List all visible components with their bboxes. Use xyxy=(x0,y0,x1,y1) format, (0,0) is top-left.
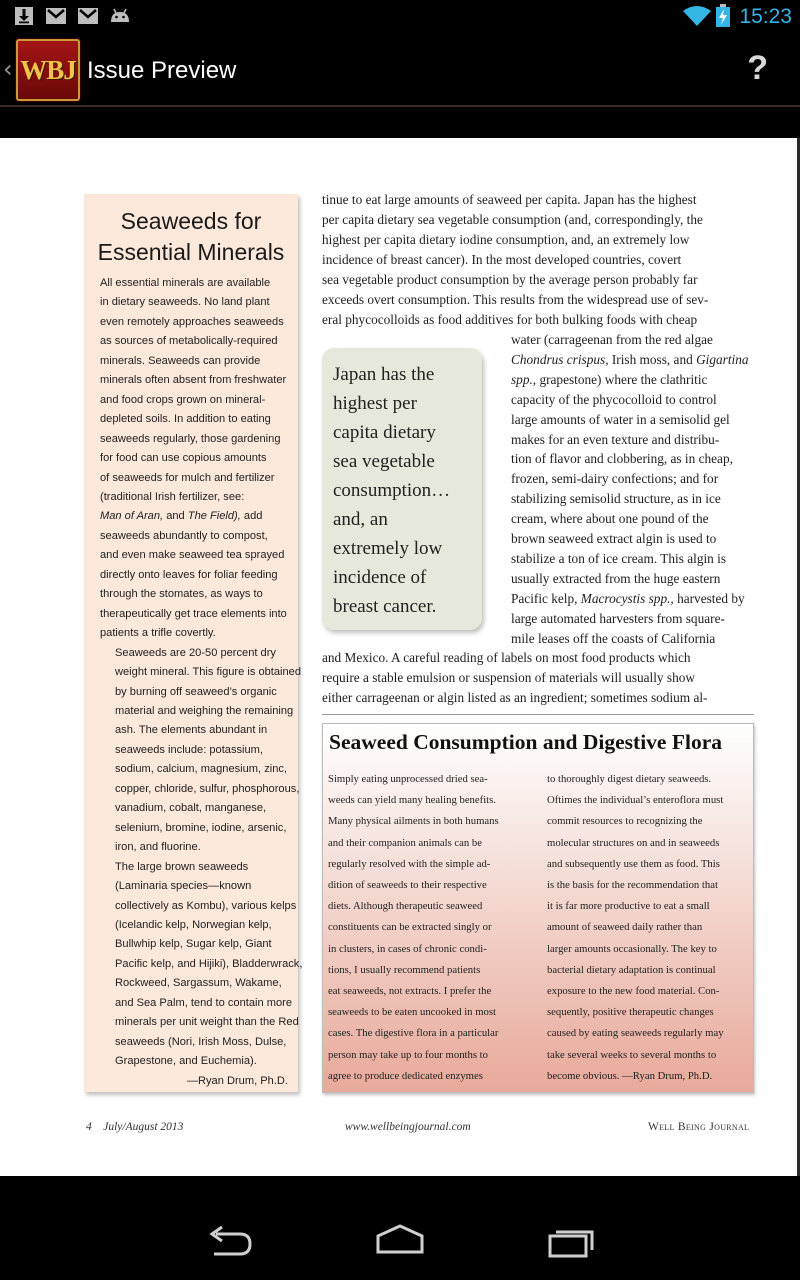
text-line: copper, chloride, sulfur, phosphorous, xyxy=(115,782,300,795)
text-line: stabilizing semisolid structure, as in ice xyxy=(511,491,721,507)
wifi-icon xyxy=(682,5,712,27)
article-text-right xyxy=(511,330,757,649)
page-title: Issue Preview xyxy=(87,57,237,84)
text-line: become obvious. —Ryan Drum, Ph.D. xyxy=(547,1069,713,1082)
footer-url: www.wellbeingjournal.com xyxy=(345,1121,471,1133)
battery-icon xyxy=(715,4,731,28)
text-line: incidence of breast cancer). In the most developed countries, covert xyxy=(322,252,682,267)
text-line: and, an xyxy=(333,509,388,530)
article-line xyxy=(511,589,757,609)
text-line: frozen, semi-dairy confections; and for xyxy=(511,471,719,487)
flora-column-right xyxy=(547,769,757,1087)
status-bar xyxy=(0,0,800,33)
text-line: in clusters, in cases of chronic condi- xyxy=(328,942,487,955)
article-text: harvested by xyxy=(673,590,745,606)
text-line: breast cancer. xyxy=(333,596,437,617)
text-line: weight mineral. This figure is obtained xyxy=(115,666,302,679)
text-line: Japan has the xyxy=(333,364,435,385)
text-line: and their companion animals can be xyxy=(328,836,483,849)
text-line: Seaweeds are 20-50 percent dry xyxy=(115,646,276,659)
magazine-page[interactable] xyxy=(0,138,797,1176)
text-line: by burning off seaweed’s organic xyxy=(115,685,277,698)
text-line: collectively as Kombu), various kelps xyxy=(115,899,297,912)
text-line: take several weeks to several months to xyxy=(547,1048,717,1061)
text-line: cream, where about one pound of the xyxy=(511,511,709,527)
text-line: Oftimes the individual’s enteroflora must xyxy=(547,794,724,807)
text-line: minerals. Seaweeds can provide xyxy=(100,354,261,367)
footer-page-date: 4 July/August 2013 xyxy=(86,1121,184,1133)
sidebar-box xyxy=(84,194,303,1092)
text-line: it is far more productive to eat a small xyxy=(547,900,710,913)
text-line: minerals per unit weight than the Red xyxy=(115,1016,299,1029)
article-line xyxy=(511,350,757,370)
text-line: as sources of metabolically-required xyxy=(100,335,278,348)
text-line: usually extracted from the huge eastern xyxy=(511,570,721,586)
text-line: agree to produce dedicated enzymes xyxy=(328,1069,483,1082)
text-line: either carrageenan or algin listed as an ingredient; sometimes sodium al- xyxy=(322,690,708,705)
text-line: tinue to eat large amounts of seaweed per capita. Japan has the highest xyxy=(322,192,697,207)
text-line: material and weighing the remaining xyxy=(115,704,294,717)
recent-apps-icon[interactable] xyxy=(542,1222,602,1262)
text-line: require a stable emulsion or suspension of materials will usually show xyxy=(322,670,695,685)
text-line: diets. Although therapeutic seaweed xyxy=(328,900,483,913)
text-line: Simply eating unprocessed dried sea- xyxy=(328,773,488,785)
text-line: amount of seaweed daily rather than xyxy=(547,921,703,934)
sidebar-signature: —Ryan Drum, Ph.D. xyxy=(186,1074,288,1087)
text-line: commit resources to recognizing the xyxy=(547,815,703,828)
text-line: (Laminaria species—known xyxy=(115,880,252,893)
article-text-bottom xyxy=(322,648,754,708)
sidebar-text: add xyxy=(240,510,263,523)
text-line: extremely low xyxy=(333,538,443,559)
text-line: Rockweed, Sargassum, Wakame, xyxy=(115,977,282,990)
gmail-icon xyxy=(45,6,67,26)
text-line: large automated harvesters from square- xyxy=(511,610,725,626)
text-line: Bullwhip kelp, Sugar kelp, Giant xyxy=(115,938,272,951)
logo-text: WBJ xyxy=(20,55,76,85)
clock: 15:23 xyxy=(739,5,792,28)
article-italic: Chondrus crispus, xyxy=(511,351,609,367)
text-line: consumption… xyxy=(333,480,451,501)
text-line: seaweeds regularly, those gardening xyxy=(100,432,281,445)
sidebar-paragraph xyxy=(100,274,296,644)
text-line: and subsequently use them as food. This xyxy=(547,857,720,870)
text-line: is the basis for the recommendation that xyxy=(547,879,718,892)
text-line: Grapestone, and Euchemia). xyxy=(115,1055,257,1068)
text-line: Pacific kelp, and Hijiki), Bladderwrack, xyxy=(115,957,303,970)
text-line: weeds can yield many healing benefits. xyxy=(328,794,496,807)
text-line: highest per xyxy=(333,393,417,414)
text-line: of seaweeds for mulch and fertilizer xyxy=(100,471,275,484)
text-line: capita dietary xyxy=(333,422,436,443)
text-line: and food crops grown on mineral- xyxy=(100,393,266,406)
article-italic: Gigartina xyxy=(696,351,749,367)
text-line: The large brown seaweeds xyxy=(115,860,249,873)
download-icon xyxy=(14,6,34,26)
text-line: selenium, bromine, iodine, arsenic, xyxy=(115,821,287,834)
pull-quote xyxy=(322,348,482,630)
article-italic: spp., xyxy=(511,371,537,387)
text-line: eat seaweeds, not extracts. I prefer the xyxy=(328,985,492,998)
article-text: grapestone) where the clathritic xyxy=(536,371,708,387)
text-line: highest per capita dietary iodine consumption, and, an extremely low xyxy=(322,232,690,247)
text-line: therapeutically get trace elements into xyxy=(100,607,287,620)
text-line: eral phycocolloids as food additives for both bulking foods with cheap xyxy=(322,312,698,327)
text-line: sequently, positive therapeutic changes xyxy=(547,1006,714,1019)
text-line: caused by eating seaweeds regularly may xyxy=(547,1027,724,1040)
article-text: Irish moss, and xyxy=(608,351,697,367)
navigation-bar xyxy=(0,1176,800,1280)
pull-quote-text xyxy=(333,360,481,621)
text-line: incidence of xyxy=(333,567,427,588)
text-line: depleted soils. In addition to eating xyxy=(100,413,271,426)
text-line: sea vegetable xyxy=(333,451,435,472)
sidebar-text: and xyxy=(163,510,188,523)
text-line: regularly resolved with the simple ad- xyxy=(328,857,491,870)
text-line: mile leases off the coasts of California xyxy=(511,630,716,646)
text-line: sea vegetable product consumption by the average person probably far xyxy=(322,272,698,287)
text-line: per capita dietary sea vegetable consumption (and, correspondingly, the xyxy=(322,212,703,227)
text-line: seaweeds to be eaten uncooked in most xyxy=(328,1006,496,1019)
text-line: and Mexico. A careful reading of labels on most food products which xyxy=(322,650,691,665)
text-line: constituents can be extracted singly or xyxy=(328,921,492,934)
text-line: larger amounts occasionally. The key to xyxy=(547,942,717,955)
sidebar-italic-b: The Field), xyxy=(187,510,241,523)
app-logo[interactable] xyxy=(16,39,80,101)
text-line: bacterial dietary adaptation is continual xyxy=(547,963,716,976)
flora-box xyxy=(322,723,754,1093)
text-line: in dietary seaweeds. No land plant xyxy=(100,296,270,309)
action-bar xyxy=(0,33,800,107)
android-icon xyxy=(108,6,132,26)
divider xyxy=(322,714,754,715)
help-button[interactable]: ? xyxy=(747,49,768,87)
text-line: All essential minerals are available xyxy=(100,277,271,289)
text-line: (traditional Irish fertilizer, see: xyxy=(100,490,245,503)
chevron-left-icon[interactable]: ‹ xyxy=(3,55,13,83)
text-line: person may take up to four months to xyxy=(328,1048,488,1061)
text-line: tion of flavor and clobbering, as in cheap, xyxy=(511,451,733,467)
sidebar-paragraph xyxy=(100,644,302,858)
text-line: molecular structures on and in seaweeds xyxy=(547,836,720,849)
text-line: and Sea Palm, tend to contain more xyxy=(115,996,292,1009)
text-line: exceeds overt consumption. This results from the widespread use of sev- xyxy=(322,292,709,307)
article-italic: Macrocystis spp., xyxy=(580,590,674,606)
text-line: vanadium, cobalt, manganese, xyxy=(115,802,267,815)
text-line: exposure to the new food material. Con- xyxy=(547,985,720,998)
text-line: cases. The digestive flora in a particular xyxy=(328,1027,499,1040)
article-line: water (carrageenan from the red algae xyxy=(511,332,713,347)
text-line: (Icelandic kelp, Norwegian kelp, xyxy=(115,918,272,931)
gmail-icon xyxy=(77,6,99,26)
home-icon[interactable] xyxy=(370,1222,430,1262)
text-line: seaweeds (Nori, Irish Moss, Dulse, xyxy=(115,1035,287,1048)
sidebar-body xyxy=(100,274,303,1091)
text-line: dition of seaweeds to their respective xyxy=(328,879,487,892)
page-top-band xyxy=(0,109,800,138)
footer-journal-name: Well Being Journal xyxy=(648,1121,750,1133)
text-line: iron, and fluorine. xyxy=(115,841,201,854)
text-line: Many physical ailments in both humans xyxy=(328,815,499,828)
text-line: capacity of the phycocolloid to control xyxy=(511,391,717,407)
sidebar-title: Seaweeds for Essential Minerals xyxy=(97,208,285,265)
text-line: stabilize a ton of ice cream. This algin is xyxy=(511,550,727,566)
article-line xyxy=(511,370,757,390)
text-line: sodium, calcium, magnesium, zinc, xyxy=(115,763,288,776)
text-line: minerals often absent from freshwater xyxy=(100,374,287,387)
text-line: to thoroughly digest dietary seaweeds. xyxy=(547,773,712,785)
article-text-top xyxy=(322,190,754,330)
text-line: makes for an even texture and distribu- xyxy=(511,431,720,447)
sidebar-paragraph xyxy=(100,858,303,1072)
flora-column-left xyxy=(328,769,538,1087)
text-line: large amounts of water in a semisolid gel xyxy=(511,411,730,427)
text-line: seaweeds abundantly to compost, xyxy=(100,529,268,542)
text-line: for food can use copious amounts xyxy=(100,452,267,465)
text-line: even remotely approaches seaweeds xyxy=(100,315,284,328)
text-line: through the stomates, as ways to xyxy=(100,588,263,601)
text-line: ash. The elements abundant in xyxy=(115,724,268,737)
text-line: directly onto leaves for foliar feeding xyxy=(100,568,278,581)
flora-title: Seaweed Consumption and Digestive Flora xyxy=(329,730,722,754)
text-line: and even make seaweed tea sprayed xyxy=(100,549,285,562)
text-line: seaweeds include: potassium, xyxy=(115,743,263,756)
text-line: brown seaweed extract algin is used to xyxy=(511,531,717,547)
article-text: Pacific kelp, xyxy=(511,590,581,606)
text-line: tions, I usually recommend patients xyxy=(328,963,481,976)
back-icon[interactable] xyxy=(200,1222,260,1262)
sidebar-italic-a: Man of Aran, xyxy=(100,510,164,523)
text-line: patients a trifle covertly. xyxy=(100,627,216,640)
